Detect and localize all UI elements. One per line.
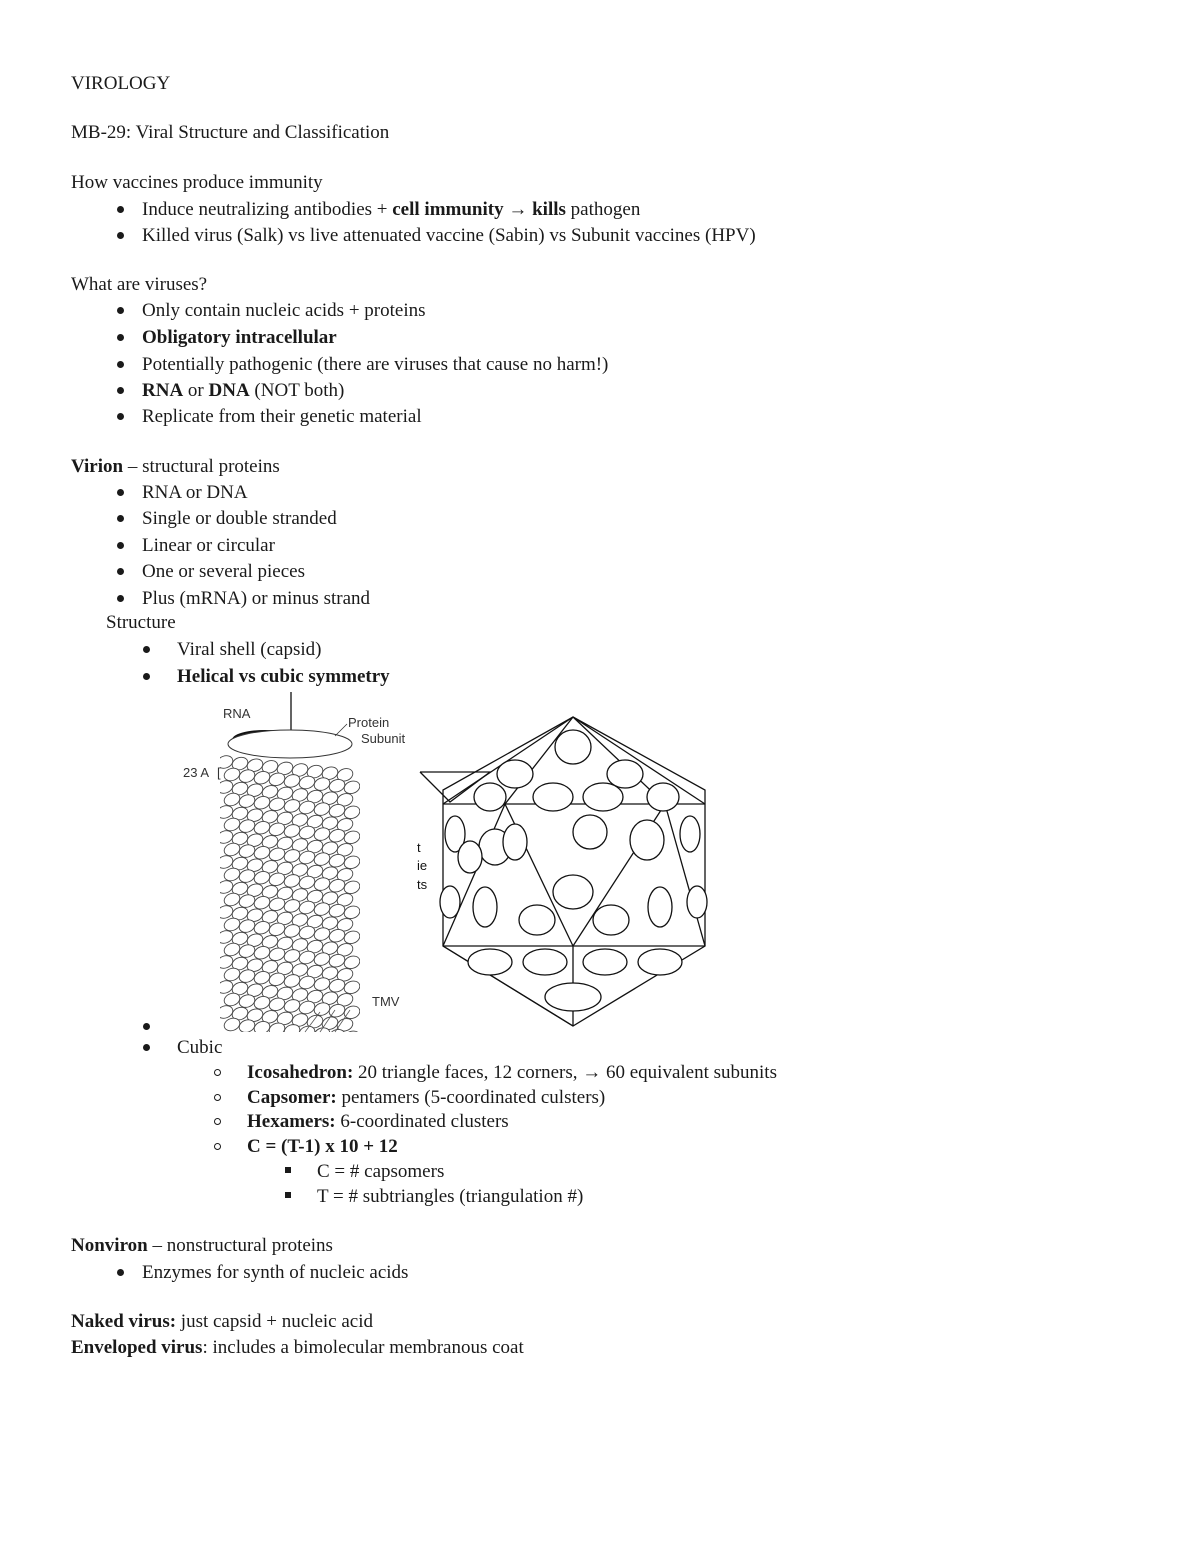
viruses-item-3: Potentially pathogenic (there are viruses that cause no harm!) [142,354,609,375]
cubic-item-capsomer: Capsomer: pentamers (5-coordinated culsters) [247,1087,606,1108]
nonviron-item-1: Enzymes for synth of nucleic acids [142,1262,409,1283]
document-title: VIROLOGY [71,73,171,94]
nonviron-heading: Nonviron – nonstructural proteins [71,1235,333,1256]
protein-label: Protein [348,715,390,730]
bullet [214,1118,221,1125]
capsomer [630,820,664,860]
capsomer [458,841,482,873]
bullet [285,1167,291,1173]
capsomer [648,887,672,927]
bullet [117,595,124,602]
bullet [117,1269,124,1276]
virion-item-3: Linear or circular [142,535,275,556]
bullet [214,1143,221,1150]
rna-label: RNA [223,706,251,721]
capsomer [523,949,567,975]
bullet [143,1023,150,1030]
bullet [214,1069,221,1076]
tmv-label: TMV [372,994,400,1009]
virion-heading: Virion – structural proteins [71,456,280,477]
capsomer [680,816,700,852]
helical-virus-figure [175,692,415,1037]
bullet [117,387,124,394]
bullet [214,1094,221,1101]
capsomer [533,783,573,811]
capsomer [497,760,533,788]
vaccines-item-2: Killed virus (Salk) vs live attenuated vaccine (Sabin) vs Subunit vaccines (HPV) [142,225,756,246]
naked-virus-line: Naked virus: just capsid + nucleic acid [71,1311,374,1332]
vaccines-item-1: Induce neutralizing antibodies + cell immunity → kills pathogen [142,199,641,220]
viruses-item-5: Replicate from their genetic material [142,406,422,427]
cubic-sub-1: C = # capsomers [317,1161,445,1182]
bullet [117,361,124,368]
virion-item-1: RNA or DNA [142,482,248,503]
cubic-item-hexamers: Hexamers: 6-coordinated clusters [247,1111,509,1132]
viruses-heading: What are viruses? [71,274,208,295]
capsomer [647,783,679,811]
cubic-sub-2: T = # subtriangles (triangulation #) [317,1186,584,1207]
vaccines-heading: How vaccines produce immunity [71,172,323,193]
structure-item-1: Viral shell (capsid) [177,639,322,660]
virion-item-4: One or several pieces [142,561,306,582]
structure-heading: Structure [106,612,176,633]
capsomer [468,949,512,975]
capsomer [607,760,643,788]
capsomer [638,949,682,975]
capsomer [573,815,607,849]
capsomer [583,949,627,975]
capsomer [440,886,460,918]
structure-item-2: Helical vs cubic symmetry [177,666,390,687]
cropped-label-3: ts [417,877,428,892]
bullet [117,568,124,575]
capsomer [555,730,591,764]
bullet [117,413,124,420]
bullet [117,232,124,239]
cubic-item-icosahedron: Icosahedron: 20 triangle faces, 12 corners, → 60 equivalent subunits [247,1062,777,1083]
capsomer [553,875,593,909]
cropped-label-2: ie [417,858,428,873]
virion-item-5: Plus (mRNA) or minus strand [142,588,370,609]
lecture-title: MB-29: Viral Structure and Classification [71,122,390,143]
cubic-item-formula: C = (T-1) x 10 + 12 [247,1136,398,1157]
bullet [117,206,124,213]
bullet [143,646,150,653]
capsomer [519,905,555,935]
bullet [117,515,124,522]
bullet [117,542,124,549]
cropped-label-1: t [417,840,421,855]
capsomer [687,886,707,918]
bullet [285,1192,291,1198]
capsomer [503,824,527,860]
viruses-item-1: Only contain nucleic acids + proteins [142,300,426,321]
icosahedron-figure [415,712,715,1032]
bullet [143,1044,150,1051]
capsomer [545,983,601,1011]
dimension-label: 23 A [183,765,210,780]
virion-item-2: Single or double stranded [142,508,337,529]
bullet [117,334,124,341]
viruses-item-4: RNA or DNA (NOT both) [142,380,345,401]
capsomer [583,783,623,811]
arrow-icon: → [582,1062,602,1083]
viruses-item-2: Obligatory intracellular [142,327,337,348]
arrow-icon: → [508,199,528,220]
dimension-bracket: [ [217,765,221,780]
capsomer [593,905,629,935]
cubic-label: Cubic [177,1037,223,1058]
enveloped-virus-line: Enveloped virus: includes a bimolecular membranous coat [71,1337,524,1358]
bullet [117,307,124,314]
capsomer [473,887,497,927]
bullet [117,489,124,496]
capsomer [474,783,506,811]
subunit-label: Subunit [361,731,406,746]
bullet [143,673,150,680]
